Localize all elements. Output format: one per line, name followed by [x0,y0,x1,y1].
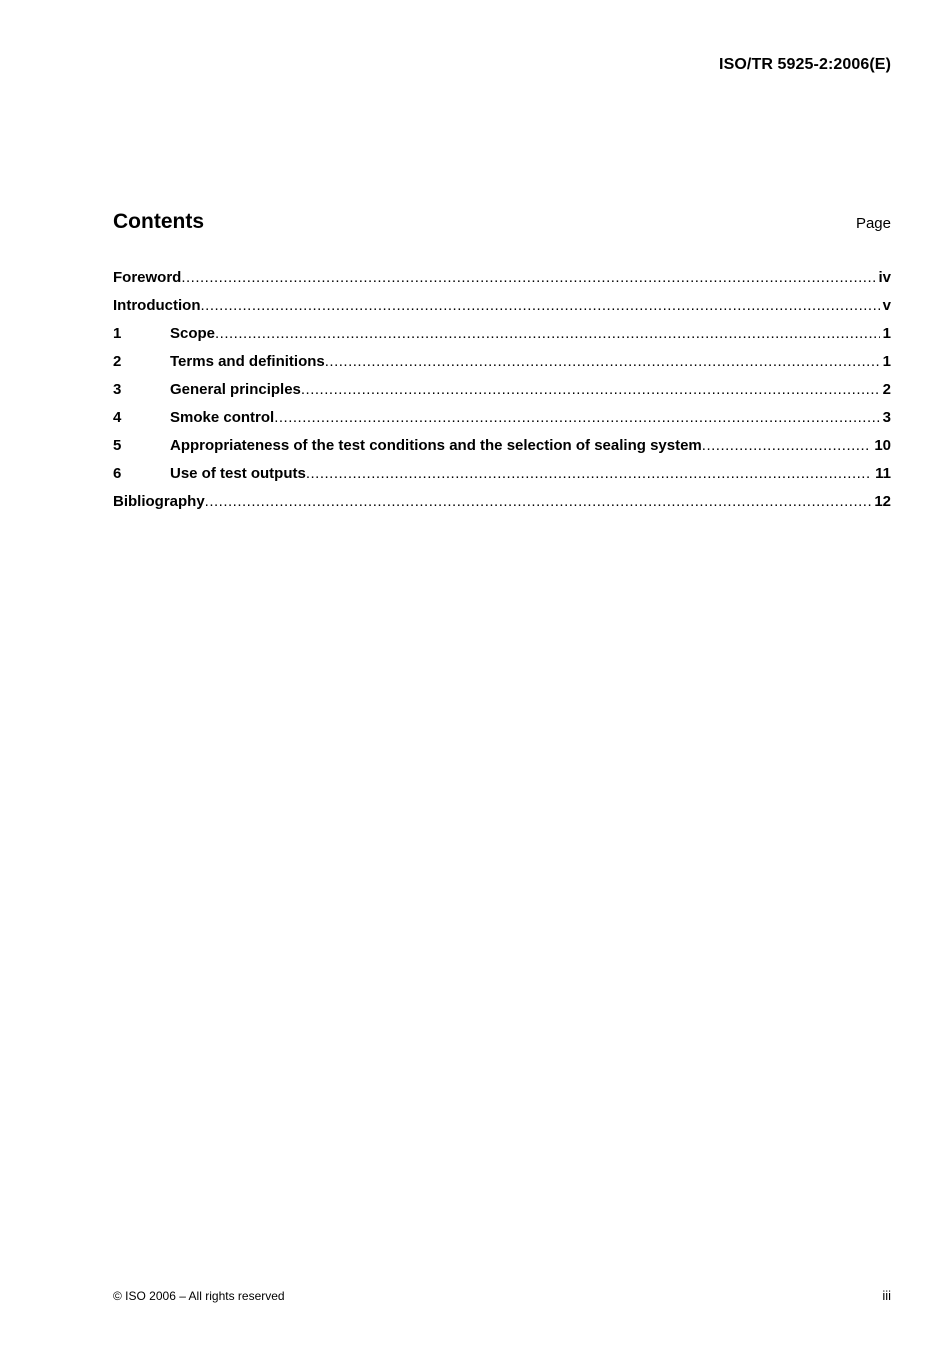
toc-dot-leader [301,376,880,404]
toc-entry-smoke-control[interactable] [113,404,891,432]
toc-entry-title: Scope [170,325,216,342]
toc-dot-leader [306,460,872,488]
toc-entry-title: Use of test outputs [170,465,306,482]
toc-entry-title: Terms and definitions [170,353,325,370]
toc-entry-title: Appropriateness of the test conditions and the selection of sealing system [170,437,702,454]
toc-entry-page: 2 [882,381,891,398]
toc-entry-title: Foreword [113,269,182,286]
toc-entry-page: 11 [875,465,891,482]
toc-entry-number: 3 [113,381,122,398]
toc-entry-number: 1 [113,325,122,342]
toc-entry-page: 3 [882,409,891,426]
toc-entry-number: 2 [113,353,122,370]
toc-entry-title: Smoke control [170,409,275,426]
toc-entry-number: 4 [113,409,122,426]
toc-entry-page: iv [878,269,891,286]
page-number: iii [882,1288,891,1303]
contents-title: Contents [113,210,204,233]
copyright-notice: © ISO 2006 – All rights reserved [113,1289,285,1303]
toc-entry-title: Bibliography [113,493,205,510]
page-footer [113,1288,891,1303]
toc-entry-title: General principles [170,381,301,398]
table-of-contents [113,264,891,516]
page-column-label: Page [855,215,891,232]
toc-entry-scope[interactable] [113,320,891,348]
contents-heading [113,210,891,234]
toc-entry-page: 10 [874,437,891,454]
toc-dot-leader [205,488,872,516]
toc-entry-number: 6 [113,465,122,482]
toc-entry-title: Introduction [113,297,201,314]
toc-entry-page: 1 [882,353,891,370]
toc-entry-page: 12 [874,493,891,510]
toc-dot-leader [215,320,880,348]
toc-dot-leader [702,432,872,460]
toc-entry-foreword[interactable] [113,264,891,292]
toc-dot-leader [181,264,875,292]
toc-dot-leader [274,404,879,432]
toc-entry-general-principles[interactable] [113,376,891,404]
toc-entry-appropriateness[interactable] [113,432,891,460]
toc-entry-bibliography[interactable] [113,488,891,516]
toc-dot-leader [200,292,879,320]
toc-entry-use-of-test-outputs[interactable] [113,460,891,488]
toc-entry-number: 5 [113,437,122,454]
toc-entry-introduction[interactable] [113,292,891,320]
toc-dot-leader [325,348,880,376]
document-id: ISO/TR 5925-2:2006(E) [719,56,891,73]
toc-entry-page: 1 [882,325,891,342]
toc-entry-page: v [882,297,891,314]
toc-entry-terms-and-definitions[interactable] [113,348,891,376]
